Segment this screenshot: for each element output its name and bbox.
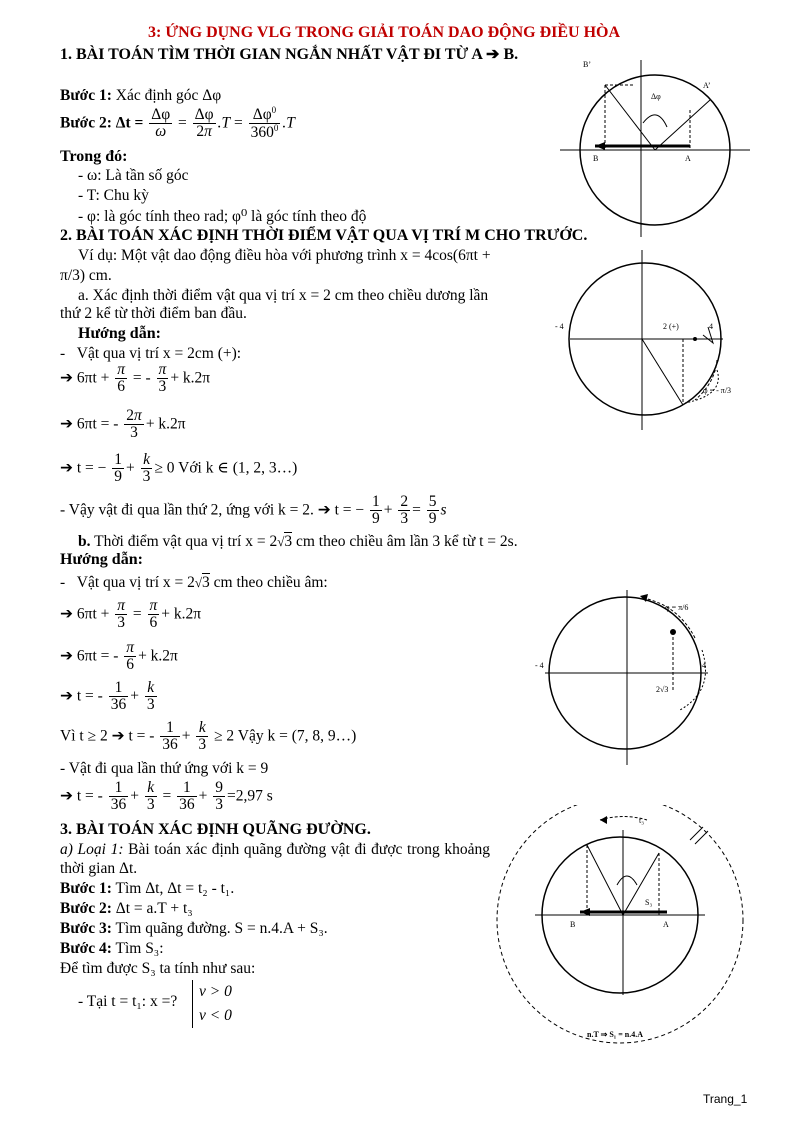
vi-t-post: ≥ 2 Vậy k = (7, 8, 9…) [210,727,357,745]
sec3-step-3 [60,920,328,938]
label-4: 4 [709,322,713,331]
sec3-step-1 [60,880,234,898]
step-1 [60,87,221,105]
sec3-step-1-label: Bước 1: [60,880,112,897]
page-number: Trang_1 [703,1092,748,1106]
sec3-step-3-text: Tìm quãng đường. S = n.4.A + S₃. [111,920,328,937]
label-dphi: Δφ [651,92,661,101]
figure-circle-2 [545,245,745,435]
sec3-step-4-text: Tìm S₃: [111,940,164,957]
label-b: B [593,154,599,163]
arrow-icon: ➔ [60,647,73,665]
step-1-label: Bước 1: [60,87,112,104]
b-eq-3: ➔ t = - $\frac{1}{36}$ + $\frac{k}{3}$ [60,679,155,714]
list-item: - ω: Là tần số góc [78,167,189,184]
v-neg: v < 0 [199,1007,232,1024]
sec3-step-3-label: Bước 3: [60,920,112,937]
label-phi: φ = π/6 [665,603,689,612]
section-1-heading-end: B. [499,46,519,63]
part-b-text-post: cm theo chiều âm lần 3 kể từ t = 2s. [292,533,518,550]
figure-circle-3 [530,590,730,780]
b-step-0-pre: Vật qua vị trí x = 2 [76,574,195,591]
arrow-icon: ➔ [60,687,73,705]
step-1-text: Xác định góc Δφ [111,87,222,104]
section-1-heading-text: 1. BÀI TOÁN TÌM THỜI GIAN NGẮN NHẤT VẬT ĐI TỪ A [60,46,487,63]
a-step-0: - Vật qua vị trí x = 2cm (+): [60,345,242,362]
fraction: $\frac{\Delta\varphi^0}{360^0}$ [250,105,279,142]
b-eq-1: ➔ 6πt + $\frac{\pi}{3}$ = $\frac{\pi}{6}$ + k.2π [60,597,202,632]
arrow-icon: ➔ [111,727,125,745]
part-b-text-pre: Thời điểm vật qua vị trí x = 2 [90,533,278,550]
a-eq-2: ➔ 6πt = - $\frac{2\pi}{3}$ + k.2π [60,407,186,442]
step-2-label: Bước 2: [60,114,112,132]
arrow-icon: ➔ [60,459,73,477]
label-a-prime: A’ [703,81,711,90]
b-step-0-post: cm theo chiều âm: [209,574,328,591]
list-item: - φ: là góc tính theo rad; φ⁰ là góc tính theo độ [78,208,367,225]
section-1-heading [60,44,518,64]
de-tim: Để tìm được S₃ ta tính như sau: [60,960,256,977]
arrow-icon: ➔ [486,46,500,63]
step-2-dt: Δt = [111,114,148,132]
part-a-line-1: a. Xác định thời điểm vật qua vị trí x = 2 cm theo chiều dương lần [78,287,489,304]
loai-1-text: Bài toán xác định quãng đường vật đi được trong khoảng thời gian Δt. [60,841,491,877]
fraction: $\frac{\Delta\varphi}{2\pi}$ [194,106,214,141]
label-2sqrt3: 2√3 [656,685,669,694]
label-phi: φ = - π/3 [703,386,732,395]
label-2-plus: 2 (+) [663,322,679,331]
sec3-step-2-label: Bước 2: [60,900,112,917]
vi-t-pre: Vì t ≥ 2 [60,727,112,745]
sec3-step-1-text: Tìm Δt, Δt = t₂ - t₁. [111,880,235,897]
figure-caption: n.T ⇒ S₁ = n.4.A [587,1030,643,1039]
tai-t: - Tại t = t₁: x =? [78,993,178,1010]
arrow-icon: ➔ [60,369,73,387]
a-step-0-text: Vật qua vị trí x = 2cm (+): [76,345,242,362]
figure-circle-4 [495,805,765,1045]
velocity-cases [192,980,232,1028]
huong-dan-label-2: Hướng dẫn: [60,551,143,568]
huong-dan-label: Hướng dẫn: [78,325,161,342]
sec3-step-4 [60,940,164,958]
figure-circle-1 [555,55,755,240]
a-conclusion-text: - Vậy vật đi qua lần thứ 2, ứng với k = 2. [60,501,318,519]
section-2-heading: 2. BÀI TOÁN XÁC ĐỊNH THỜI ĐIỂM VẬT QUA VỊ TRÍ M CHO TRƯỚC. [60,227,588,244]
part-b-label: b. [78,533,91,550]
v-pos: v > 0 [199,983,232,1000]
k-set: Với k ∈ (1, 2, 3…) [174,459,298,477]
step-2-formula: Bước 2: Δt = $\frac{\Delta\varphi}{\omega}$ = $\frac{\Delta\varphi}{2\pi}$ .T = $\frac{\Delta\varphi^0}{360^0}$ .T [60,105,295,142]
arrow-icon: ➔ [317,501,331,519]
part-a-line-2: thứ 2 kể từ thời điểm ban đầu. [60,305,247,322]
a-conclusion: - Vậy vật đi qua lần thứ 2, ứng với k = 2. ➔ t = − $\frac{1}{9}$ + $\frac{2}{3}$ = $\frac{5}{9}$ s [60,493,447,528]
list-item: - T: Chu kỳ [78,187,149,204]
sec3-step-2-text: Δt = a.T + t₃ [111,900,193,917]
label-a: A [663,920,669,929]
arrow-icon: ➔ [60,787,73,805]
label-a: A [685,154,691,163]
label-minus-4: - 4 [535,661,544,670]
label-4: 4 [702,661,706,670]
part-b: b. Thời điểm vật qua vị trí x = 2√3 cm theo chiều âm lần 3 kể từ t = 2s. [78,533,518,550]
fraction: $\frac{\Delta\varphi}{\omega}$ [151,106,171,141]
loai-1-label: a) Loại 1: [60,841,124,858]
b-eq-4: Vì t ≥ 2 ➔ t = - $\frac{1}{36}$ + $\frac{k}{3}$ ≥ 2 Vậy k = (7, 8, 9…) [60,719,357,754]
b-step-0: - Vật qua vị trí x = 2√3 cm theo chiều âm: [60,574,328,591]
a-eq-3: ➔ t = − $\frac{1}{9}$ + $\frac{k}{3}$ ≥ 0 Với k ∈ (1, 2, 3…) [60,451,298,486]
page-title: 3: ỨNG DỤNG VLG TRONG GIẢI TOÁN DAO ĐỘNG ĐIỀU HÒA [148,24,621,41]
trong-do-label: Trong đó: [60,148,128,165]
result-value: =2,97 s [226,787,273,805]
label-s3: S₃ [645,898,653,907]
label-b: B [570,920,576,929]
loai-1 [60,840,490,878]
example-line-2: π/3) cm. [60,267,112,284]
label-b-prime: B’ [583,60,591,69]
a-eq-1: ➔ 6πt + $\frac{\pi}{6}$ = - $\frac{\pi}{3}$ + k.2π [60,361,211,396]
arrow-icon: ➔ [60,415,73,433]
example-line-1: Ví dụ: Một vật dao động điều hòa với phương trình x = 4cos(6πt + [78,247,491,264]
b-eq-2: ➔ 6πt = - $\frac{\pi}{6}$ + k.2π [60,639,178,674]
section-3-heading: 3. BÀI TOÁN XÁC ĐỊNH QUÃNG ĐƯỜNG. [60,821,371,838]
label-t3: t₃ [639,816,645,825]
sec3-step-4-label: Bước 4: [60,940,112,957]
arrow-icon: ➔ [60,605,73,623]
b-result: ➔ t = - $\frac{1}{36}$ + $\frac{k}{3}$ = $\frac{1}{36}$ + $\frac{9}{3}$ =2,97 s [60,779,273,814]
lan-thu: - Vật đi qua lần thứ ứng với k = 9 [60,760,269,777]
sec3-step-2 [60,900,193,918]
label-minus-4: - 4 [555,322,564,331]
